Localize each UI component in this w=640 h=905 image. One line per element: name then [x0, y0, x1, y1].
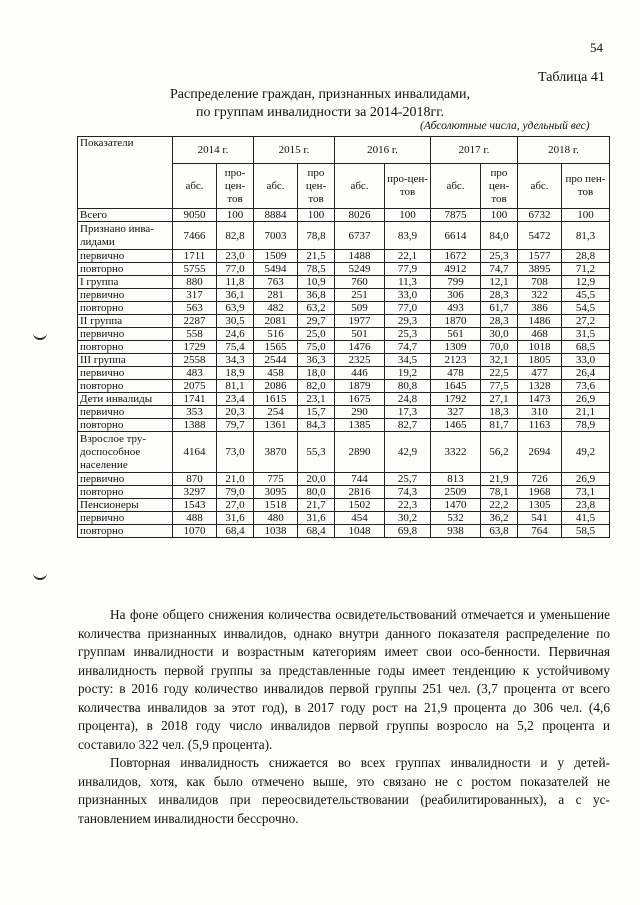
cell-abs: 251: [335, 289, 385, 302]
title-line-1: Распределение граждан, признанных инвалидами,: [170, 87, 470, 102]
cell-pct: 73,1: [562, 486, 610, 499]
cell-pct: 69,8: [385, 525, 431, 538]
table-row: [78, 393, 610, 406]
cell-pct: 18,0: [298, 367, 335, 380]
cell-abs: 1741: [173, 393, 217, 406]
cell-pct: 25,3: [385, 328, 431, 341]
cell-pct: 36,8: [298, 289, 335, 302]
cell-abs: 2086: [254, 380, 298, 393]
cell-pct: 77,0: [385, 302, 431, 315]
cell-abs: 3297: [173, 486, 217, 499]
table-row: [78, 525, 610, 538]
row-label: Взрослое тру-доспособное население: [78, 432, 173, 473]
cell-pct: 25,7: [385, 473, 431, 486]
cell-abs: 310: [518, 406, 562, 419]
cell-abs: 563: [173, 302, 217, 315]
cell-abs: 1038: [254, 525, 298, 538]
header-pct: про цен-тов: [481, 164, 518, 209]
cell-abs: 7875: [431, 209, 481, 222]
body-text: [78, 606, 610, 828]
cell-abs: 1486: [518, 315, 562, 328]
header-abs: абс.: [335, 164, 385, 209]
cell-pct: 81,3: [562, 222, 610, 250]
cell-pct: 49,2: [562, 432, 610, 473]
cell-abs: 1018: [518, 341, 562, 354]
table-row: [78, 289, 610, 302]
cell-pct: 75,4: [217, 341, 254, 354]
cell-pct: 80,0: [298, 486, 335, 499]
cell-pct: 73,0: [217, 432, 254, 473]
cell-abs: 478: [431, 367, 481, 380]
cell-abs: 561: [431, 328, 481, 341]
cell-abs: 1502: [335, 499, 385, 512]
cell-abs: 1509: [254, 250, 298, 263]
disability-table: [77, 136, 610, 538]
row-label: первично: [78, 512, 173, 525]
cell-abs: 3095: [254, 486, 298, 499]
header-abs: абс.: [254, 164, 298, 209]
cell-pct: 61,7: [481, 302, 518, 315]
cell-pct: 21,5: [298, 250, 335, 263]
cell-abs: 1565: [254, 341, 298, 354]
row-label: Всего: [78, 209, 173, 222]
cell-pct: 23,1: [298, 393, 335, 406]
cell-pct: 77,9: [385, 263, 431, 276]
cell-abs: 2325: [335, 354, 385, 367]
table-body: [78, 209, 610, 538]
cell-abs: 509: [335, 302, 385, 315]
cell-abs: 7466: [173, 222, 217, 250]
cell-pct: 11,8: [217, 276, 254, 289]
cell-pct: 74,7: [481, 263, 518, 276]
table-row: [78, 354, 610, 367]
cell-pct: 21,9: [481, 473, 518, 486]
page-number: 54: [590, 40, 603, 55]
table-row: [78, 341, 610, 354]
cell-abs: 1385: [335, 419, 385, 432]
cell-abs: 322: [518, 289, 562, 302]
cell-pct: 10,9: [298, 276, 335, 289]
header-year: 2018 г.: [518, 137, 610, 164]
cell-pct: 78,1: [481, 486, 518, 499]
cell-pct: 84,0: [481, 222, 518, 250]
cell-pct: 26,9: [562, 393, 610, 406]
cell-abs: 501: [335, 328, 385, 341]
cell-abs: 454: [335, 512, 385, 525]
units-note: (Абсолютные числа, удельный вес): [420, 120, 590, 132]
cell-abs: 5494: [254, 263, 298, 276]
cell-abs: 477: [518, 367, 562, 380]
cell-abs: 870: [173, 473, 217, 486]
cell-pct: 36,3: [298, 354, 335, 367]
cell-pct: 74,7: [385, 341, 431, 354]
cell-abs: 1305: [518, 499, 562, 512]
cell-abs: 353: [173, 406, 217, 419]
cell-pct: 15,7: [298, 406, 335, 419]
cell-pct: 17,3: [385, 406, 431, 419]
cell-abs: 1309: [431, 341, 481, 354]
table-row: [78, 499, 610, 512]
cell-pct: 25,0: [298, 328, 335, 341]
cell-pct: 68,4: [298, 525, 335, 538]
cell-abs: 880: [173, 276, 217, 289]
cell-pct: 58,5: [562, 525, 610, 538]
cell-pct: 78,5: [298, 263, 335, 276]
table-label: Таблица 41: [538, 70, 605, 85]
cell-abs: 1968: [518, 486, 562, 499]
cell-pct: 84,3: [298, 419, 335, 432]
table-row: [78, 380, 610, 393]
cell-pct: 82,7: [385, 419, 431, 432]
cell-pct: 78,9: [562, 419, 610, 432]
cell-abs: 2081: [254, 315, 298, 328]
cell-pct: 34,5: [385, 354, 431, 367]
cell-abs: 2558: [173, 354, 217, 367]
cell-abs: 281: [254, 289, 298, 302]
cell-abs: 482: [254, 302, 298, 315]
cell-pct: 74,3: [385, 486, 431, 499]
cell-abs: 3870: [254, 432, 298, 473]
row-label: первично: [78, 406, 173, 419]
cell-abs: 1645: [431, 380, 481, 393]
cell-abs: 1163: [518, 419, 562, 432]
cell-pct: 31,5: [562, 328, 610, 341]
cell-abs: 1470: [431, 499, 481, 512]
cell-pct: 79,0: [217, 486, 254, 499]
cell-abs: 8884: [254, 209, 298, 222]
cell-abs: 8026: [335, 209, 385, 222]
cell-abs: 2075: [173, 380, 217, 393]
cell-pct: 24,8: [385, 393, 431, 406]
cell-abs: 1488: [335, 250, 385, 263]
row-label: II группа: [78, 315, 173, 328]
cell-abs: 386: [518, 302, 562, 315]
cell-pct: 42,9: [385, 432, 431, 473]
cell-abs: 799: [431, 276, 481, 289]
cell-abs: 327: [431, 406, 481, 419]
cell-abs: 1977: [335, 315, 385, 328]
cell-abs: 6737: [335, 222, 385, 250]
cell-abs: 516: [254, 328, 298, 341]
paragraph: На фоне общего снижения количества освидетельствований отмечается и уменьшение количества признанных инвалидов, однако внутри данного показателя распределение по группам инвалидности и возрастным категориям имеет свои осо-бенности. Первичная инвалидность первой группы за представленные годы имеет тенденцию к устойчивому росту: в 2016 году количество инвалидов первой группы 251 чел. (3,7 процента от всего количества инвалидов за этот год), в 2017 году рост на 21,9 процента до 306 чел. (4,6 процента), в 2018 году число инвалидов первой группы возросло на 5,2 процента и составило 322 чел. (5,9 процента).: [78, 607, 610, 752]
cell-abs: 1675: [335, 393, 385, 406]
table-row: [78, 406, 610, 419]
cell-pct: 36,2: [481, 512, 518, 525]
cell-pct: 12,9: [562, 276, 610, 289]
cell-abs: 3322: [431, 432, 481, 473]
cell-pct: 22,2: [481, 499, 518, 512]
cell-pct: 34,3: [217, 354, 254, 367]
cell-pct: 73,6: [562, 380, 610, 393]
row-label: первично: [78, 367, 173, 380]
row-label: первично: [78, 289, 173, 302]
cell-pct: 18,3: [481, 406, 518, 419]
cell-pct: 63,8: [481, 525, 518, 538]
cell-abs: 5472: [518, 222, 562, 250]
cell-pct: 23,0: [217, 250, 254, 263]
cell-pct: 21,1: [562, 406, 610, 419]
table-row: [78, 250, 610, 263]
cell-pct: 27,2: [562, 315, 610, 328]
cell-pct: 20,3: [217, 406, 254, 419]
cell-pct: 31,6: [217, 512, 254, 525]
cell-pct: 12,1: [481, 276, 518, 289]
cell-abs: 744: [335, 473, 385, 486]
cell-abs: 1465: [431, 419, 481, 432]
cell-pct: 63,2: [298, 302, 335, 315]
cell-abs: 1070: [173, 525, 217, 538]
cell-abs: 306: [431, 289, 481, 302]
header-year: 2015 г.: [254, 137, 335, 164]
cell-pct: 27,1: [481, 393, 518, 406]
cell-pct: 23,8: [562, 499, 610, 512]
cell-abs: 254: [254, 406, 298, 419]
cell-pct: 36,1: [217, 289, 254, 302]
cell-pct: 30,0: [481, 328, 518, 341]
cell-pct: 18,9: [217, 367, 254, 380]
cell-abs: 532: [431, 512, 481, 525]
table-row: [78, 367, 610, 380]
row-label: Признано инва-лидами: [78, 222, 173, 250]
row-label: повторно: [78, 302, 173, 315]
cell-abs: 2509: [431, 486, 481, 499]
cell-pct: 100: [217, 209, 254, 222]
cell-pct: 29,7: [298, 315, 335, 328]
cell-pct: 77,0: [217, 263, 254, 276]
cell-pct: 30,2: [385, 512, 431, 525]
cell-abs: 1048: [335, 525, 385, 538]
cell-pct: 54,5: [562, 302, 610, 315]
table-row: [78, 209, 610, 222]
cell-abs: 2123: [431, 354, 481, 367]
header-pct: про пен-тов: [562, 164, 610, 209]
cell-pct: 26,4: [562, 367, 610, 380]
header-year: 2016 г.: [335, 137, 431, 164]
cell-pct: 25,3: [481, 250, 518, 263]
cell-pct: 33,0: [562, 354, 610, 367]
cell-abs: 480: [254, 512, 298, 525]
cell-abs: 541: [518, 512, 562, 525]
cell-abs: 6614: [431, 222, 481, 250]
table-row: [78, 328, 610, 341]
header-indicators: Показатели: [78, 137, 173, 209]
table-row: [78, 263, 610, 276]
row-label: повторно: [78, 263, 173, 276]
row-label: повторно: [78, 419, 173, 432]
cell-abs: 7003: [254, 222, 298, 250]
cell-abs: 1388: [173, 419, 217, 432]
cell-pct: 30,5: [217, 315, 254, 328]
cell-pct: 29,3: [385, 315, 431, 328]
header-year: 2014 г.: [173, 137, 254, 164]
row-label: I группа: [78, 276, 173, 289]
table-row: [78, 302, 610, 315]
row-label: III группа: [78, 354, 173, 367]
cell-abs: 1476: [335, 341, 385, 354]
cell-pct: 28,3: [481, 289, 518, 302]
cell-pct: 70,0: [481, 341, 518, 354]
cell-pct: 77,5: [481, 380, 518, 393]
cell-pct: 81,1: [217, 380, 254, 393]
cell-pct: 28,3: [481, 315, 518, 328]
cell-pct: 41,5: [562, 512, 610, 525]
row-label: первично: [78, 473, 173, 486]
cell-pct: 45,5: [562, 289, 610, 302]
cell-abs: 488: [173, 512, 217, 525]
cell-abs: 1792: [431, 393, 481, 406]
cell-pct: 22,3: [385, 499, 431, 512]
cell-abs: 4912: [431, 263, 481, 276]
cell-pct: 22,1: [385, 250, 431, 263]
table-row: [78, 432, 610, 473]
header-abs: абс.: [173, 164, 217, 209]
cell-abs: 763: [254, 276, 298, 289]
cell-pct: 82,8: [217, 222, 254, 250]
cell-abs: 458: [254, 367, 298, 380]
cell-abs: 2816: [335, 486, 385, 499]
cell-pct: 71,2: [562, 263, 610, 276]
table-row: [78, 512, 610, 525]
row-label: повторно: [78, 486, 173, 499]
cell-pct: 26,9: [562, 473, 610, 486]
cell-pct: 100: [562, 209, 610, 222]
cell-abs: 317: [173, 289, 217, 302]
cell-pct: 68,5: [562, 341, 610, 354]
cell-pct: 81,7: [481, 419, 518, 432]
cell-abs: 3895: [518, 263, 562, 276]
cell-abs: 726: [518, 473, 562, 486]
cell-pct: 32,1: [481, 354, 518, 367]
cell-abs: 6732: [518, 209, 562, 222]
table-title: [0, 86, 640, 122]
cell-pct: 19,2: [385, 367, 431, 380]
cell-abs: 1577: [518, 250, 562, 263]
cell-pct: 79,7: [217, 419, 254, 432]
table-row: [78, 486, 610, 499]
cell-pct: 24,6: [217, 328, 254, 341]
cell-abs: 1361: [254, 419, 298, 432]
table-row: [78, 222, 610, 250]
header-abs: абс.: [518, 164, 562, 209]
table-row: [78, 419, 610, 432]
cell-abs: 446: [335, 367, 385, 380]
row-label: первично: [78, 250, 173, 263]
cell-abs: 1473: [518, 393, 562, 406]
row-label: повторно: [78, 380, 173, 393]
cell-abs: 2890: [335, 432, 385, 473]
cell-abs: 764: [518, 525, 562, 538]
margin-mark: [33, 572, 47, 580]
margin-mark: [33, 332, 47, 340]
cell-abs: 2544: [254, 354, 298, 367]
cell-abs: 1711: [173, 250, 217, 263]
cell-abs: 2694: [518, 432, 562, 473]
row-label: первично: [78, 328, 173, 341]
cell-abs: 468: [518, 328, 562, 341]
cell-abs: 1543: [173, 499, 217, 512]
cell-pct: 28,8: [562, 250, 610, 263]
cell-abs: 1615: [254, 393, 298, 406]
header-abs: абс.: [431, 164, 481, 209]
cell-pct: 21,7: [298, 499, 335, 512]
cell-abs: 5755: [173, 263, 217, 276]
header-pct: про цен-тов: [298, 164, 335, 209]
cell-abs: 558: [173, 328, 217, 341]
row-label: Дети инвалиды: [78, 393, 173, 406]
paragraph: Повторная инвалидность снижается во всех группах инвалидности и у детей-инвалидов, хотя, как было отмечено выше, это связано не с ростом показателей не признанных инвалидов при переосвидетельствовании (реабилитированных), а с ус-тановлением инвалидности бессрочно.: [78, 755, 610, 826]
title-line-2: по группам инвалидности за 2014-2018гг.: [196, 105, 444, 120]
cell-pct: 83,9: [385, 222, 431, 250]
cell-pct: 56,2: [481, 432, 518, 473]
cell-pct: 82,0: [298, 380, 335, 393]
cell-abs: 1729: [173, 341, 217, 354]
cell-abs: 760: [335, 276, 385, 289]
cell-pct: 11,3: [385, 276, 431, 289]
cell-pct: 55,3: [298, 432, 335, 473]
cell-abs: 1518: [254, 499, 298, 512]
cell-abs: 1879: [335, 380, 385, 393]
cell-abs: 1328: [518, 380, 562, 393]
cell-pct: 78,8: [298, 222, 335, 250]
cell-pct: 22,5: [481, 367, 518, 380]
cell-abs: 938: [431, 525, 481, 538]
cell-abs: 813: [431, 473, 481, 486]
cell-abs: 708: [518, 276, 562, 289]
cell-pct: 75,0: [298, 341, 335, 354]
cell-pct: 100: [385, 209, 431, 222]
cell-pct: 100: [481, 209, 518, 222]
cell-abs: 775: [254, 473, 298, 486]
cell-abs: 9050: [173, 209, 217, 222]
cell-pct: 31,6: [298, 512, 335, 525]
cell-pct: 63,9: [217, 302, 254, 315]
cell-abs: 493: [431, 302, 481, 315]
cell-abs: 290: [335, 406, 385, 419]
cell-pct: 80,8: [385, 380, 431, 393]
cell-abs: 1672: [431, 250, 481, 263]
table-row: [78, 473, 610, 486]
cell-abs: 4164: [173, 432, 217, 473]
cell-pct: 100: [298, 209, 335, 222]
cell-pct: 27,0: [217, 499, 254, 512]
cell-pct: 33,0: [385, 289, 431, 302]
row-label: повторно: [78, 341, 173, 354]
cell-pct: 68,4: [217, 525, 254, 538]
cell-abs: 1870: [431, 315, 481, 328]
cell-pct: 23,4: [217, 393, 254, 406]
table-row: [78, 276, 610, 289]
table-row: [78, 315, 610, 328]
cell-pct: 20,0: [298, 473, 335, 486]
cell-abs: 2287: [173, 315, 217, 328]
cell-abs: 5249: [335, 263, 385, 276]
cell-abs: 1805: [518, 354, 562, 367]
cell-pct: 21,0: [217, 473, 254, 486]
row-label: Пенсионеры: [78, 499, 173, 512]
row-label: повторно: [78, 525, 173, 538]
header-pct: про-цен-тов: [385, 164, 431, 209]
header-pct: про-цен-тов: [217, 164, 254, 209]
cell-abs: 483: [173, 367, 217, 380]
header-year: 2017 г.: [431, 137, 518, 164]
